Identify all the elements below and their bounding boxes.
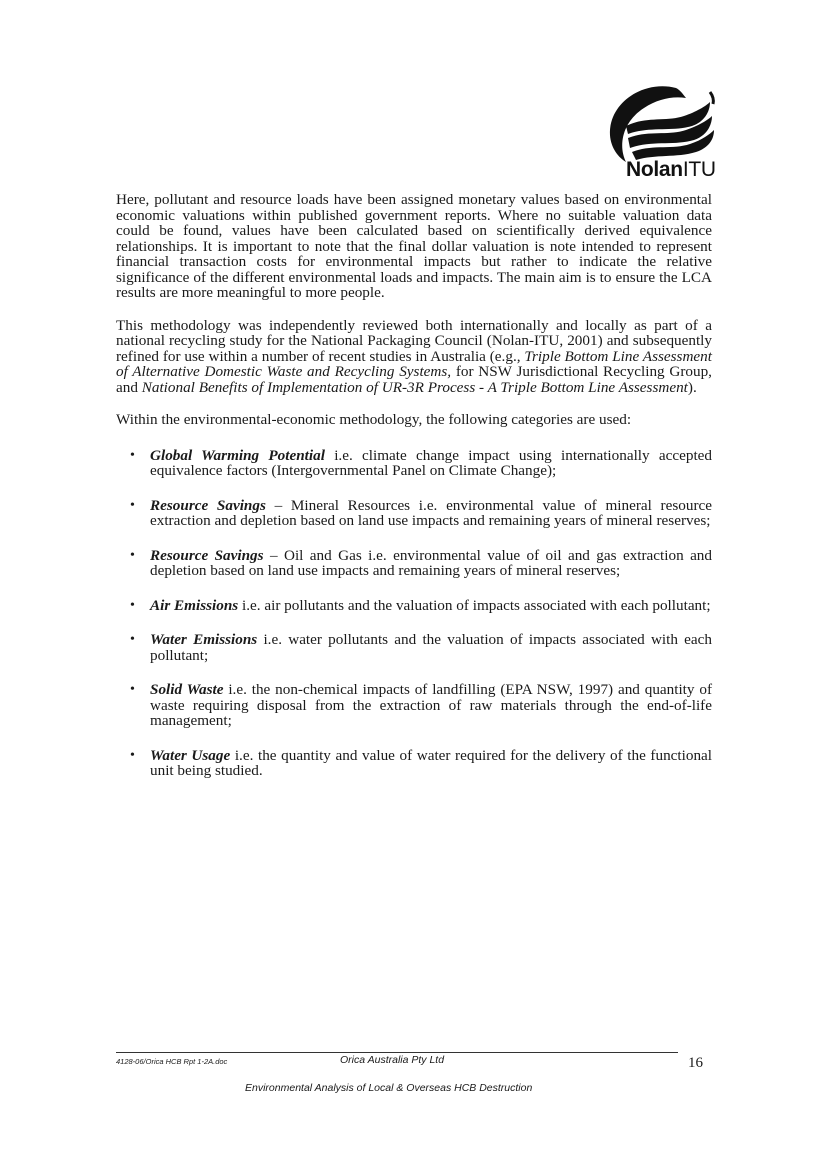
list-item bbox=[116, 598, 712, 614]
bullet-icon: • bbox=[130, 547, 135, 563]
category-term: Resource Savings bbox=[150, 496, 266, 514]
category-text: – Oil and Gas i.e. environmental value of oil and gas extraction and depletion based on land use impacts and remaining years of mineral reserves; bbox=[150, 546, 712, 579]
category-term: Resource Savings bbox=[150, 546, 264, 564]
bullet-icon: • bbox=[130, 447, 135, 463]
logo-name-bold: Nolan bbox=[626, 158, 683, 181]
para2-part2: for NSW Jurisdictional Recycling Group, and bbox=[116, 363, 712, 396]
category-term: Global Warming Potential bbox=[150, 446, 325, 464]
category-term: Air Emissions bbox=[150, 596, 239, 614]
list-item bbox=[116, 748, 712, 779]
list-item bbox=[116, 548, 712, 579]
category-text: i.e. the quantity and value of water required for the delivery of the functional unit being studied. bbox=[150, 746, 712, 779]
category-text: i.e. air pollutants and the valuation of impacts associated with each pollutant; bbox=[238, 596, 711, 614]
bullet-icon: • bbox=[130, 632, 135, 647]
category-text: – Mineral Resources i.e. environmental value of mineral resource extraction and depletion based on land use impacts and remaining years of mineral reserves; bbox=[150, 496, 712, 529]
footer-report-title: Environmental Analysis of Local & Overseas HCB Destruction bbox=[245, 1082, 533, 1094]
paragraph-methodology bbox=[116, 318, 712, 396]
para2-part1: This methodology was independently reviewed both internationally and locally as part of a national recycling study for the National Packaging Council (Nolan-ITU, 2001) and subsequently refined for use within a number of recent studies in Australia (e.g., bbox=[116, 316, 712, 365]
footer-file-name: 4128-06/Orica HCB Rpt 1-2A.doc bbox=[116, 1057, 228, 1066]
category-term: Water Usage bbox=[150, 746, 231, 764]
categories-intro: Within the environmental-economic methodology, the following categories are used: bbox=[116, 411, 632, 428]
list-item bbox=[116, 632, 712, 663]
list-item bbox=[116, 448, 712, 479]
bullet-icon: • bbox=[130, 682, 135, 697]
document-body bbox=[116, 192, 712, 798]
list-item bbox=[116, 682, 712, 729]
paragraph-valuation: Here, pollutant and resource loads have been assigned monetary values based on environmental economic valuations within published government reports. Where no suitable valuation data could be found, values have been calculated based on scientifically derived equivalence relationships. It is important to note that the final dollar valuation is note intended to represent financial transaction costs for environmental impacts but rather to indicate the relative significance of the different environmental loads and impacts. The main aim is to ensure the LCA results are more meaningful to more people. bbox=[116, 191, 712, 301]
para2-title1: Triple Bottom Line Assessment of Alternative Domestic Waste and Recycling Systems, bbox=[116, 347, 712, 380]
logo-wordmark bbox=[626, 158, 716, 182]
para2-title2: National Benefits of Implementation of UR-3R Process - A Triple Bottom Line Assessment bbox=[141, 378, 688, 396]
footer-company: Orica Australia Pty Ltd bbox=[340, 1054, 445, 1066]
page-number: 16 bbox=[688, 1055, 703, 1071]
category-text: i.e. climate change impact using internationally accepted equivalence factors (Intergovernmental Panel on Climate Change); bbox=[150, 446, 712, 479]
logo-name-regular: ITU bbox=[682, 158, 716, 181]
bullet-icon: • bbox=[130, 497, 135, 513]
bullet-icon: • bbox=[130, 747, 135, 763]
list-item bbox=[116, 498, 712, 529]
category-text: i.e. water pollutants and the valuation of impacts associated with each pollutant; bbox=[150, 631, 712, 664]
para2-part3: ). bbox=[687, 378, 697, 396]
category-text: i.e. the non-chemical impacts of landfilling (EPA NSW, 1997) and quantity of waste requiring disposal from the extraction of raw materials through the end-of-life management; bbox=[150, 681, 712, 729]
bullet-icon: • bbox=[130, 597, 135, 613]
category-term: Water Emissions bbox=[150, 631, 258, 648]
category-term: Solid Waste bbox=[150, 681, 224, 698]
footer-divider bbox=[116, 1052, 678, 1053]
categories-list bbox=[116, 448, 712, 779]
